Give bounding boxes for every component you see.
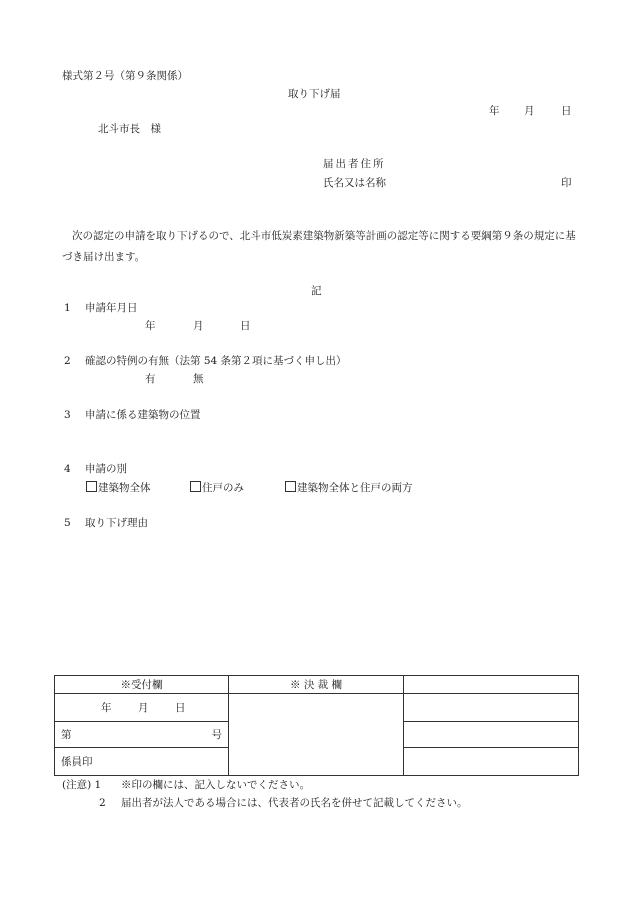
blank-cell [404, 694, 579, 722]
option-whole-building[interactable] [86, 481, 151, 495]
staff-seal-cell: 係員印 [55, 748, 229, 776]
addressee: 北斗市長 様 [98, 123, 161, 135]
checkbox-icon[interactable] [190, 481, 201, 492]
item-5-label: 取り下げ理由 [85, 517, 148, 529]
option-label: 住戸のみ [202, 482, 244, 494]
option-dwelling-only[interactable] [190, 481, 244, 495]
document-title: 取り下げ届 [288, 88, 341, 100]
option-both[interactable] [285, 481, 413, 495]
item-1-month: 月 [193, 320, 204, 332]
item-5-number: 5 [64, 517, 71, 529]
note-1: ※印の欄には、記入しないでください。 [121, 779, 310, 791]
blank-cell [404, 722, 579, 748]
blank-cell [404, 748, 579, 776]
reception-year: 年 [101, 702, 112, 714]
note-2-number: 2 [99, 797, 106, 809]
applicant-address-label: 届出者住所 [323, 158, 386, 170]
date-year-label: 年 [489, 105, 500, 117]
reception-number-cell [55, 722, 229, 748]
item-2-no: 無 [193, 373, 204, 385]
date-day-label: 日 [561, 105, 572, 117]
item-1-year: 年 [145, 320, 156, 332]
checkbox-icon[interactable] [285, 481, 296, 492]
ki-heading: 記 [311, 285, 322, 297]
date-month-label: 月 [524, 105, 535, 117]
reception-date-cell [55, 694, 229, 722]
reception-month: 月 [138, 702, 149, 714]
body-paragraph: 次の認定の申請を取り下げるので、北斗市低炭素建築物新築等計画の認定等に関する要綱第９条の規定に基づき届け出ます。 [62, 230, 576, 263]
number-prefix: 第 [61, 729, 72, 741]
item-1-number: 1 [64, 302, 71, 314]
blank-cell [404, 676, 579, 694]
decision-cell [229, 694, 404, 776]
form-number: 様式第２号（第９条関係） [62, 70, 188, 82]
notes-prefix: (注意) 1 [62, 779, 102, 791]
checkbox-icon[interactable] [86, 481, 97, 492]
item-4-label: 申請の別 [85, 463, 127, 475]
reception-header: ※受付欄 [55, 676, 229, 694]
reception-day: 日 [175, 702, 186, 714]
number-suffix: 号 [211, 729, 222, 741]
item-2-label: 確認の特例の有無（法第 54 条第２項に基づく申し出） [85, 355, 347, 367]
office-use-table [54, 675, 579, 776]
option-label: 建築物全体と住戸の両方 [297, 482, 413, 494]
item-2-number: 2 [64, 355, 71, 367]
item-2-yes: 有 [145, 373, 156, 385]
item-3-number: 3 [64, 409, 71, 421]
note-2: 届出者が法人である場合には、代表者の氏名を併せて記載してください。 [121, 797, 468, 809]
option-label: 建築物全体 [98, 482, 151, 494]
item-1-day: 日 [240, 320, 251, 332]
item-4-number: 4 [64, 463, 71, 475]
item-3-label: 申請に係る建築物の位置 [85, 409, 201, 421]
applicant-name-label: 氏名又は名称 [323, 177, 386, 189]
decision-header: ※ 決 裁 欄 [229, 676, 404, 694]
seal-mark: 印 [561, 177, 572, 189]
item-1-label: 申請年月日 [85, 302, 138, 314]
